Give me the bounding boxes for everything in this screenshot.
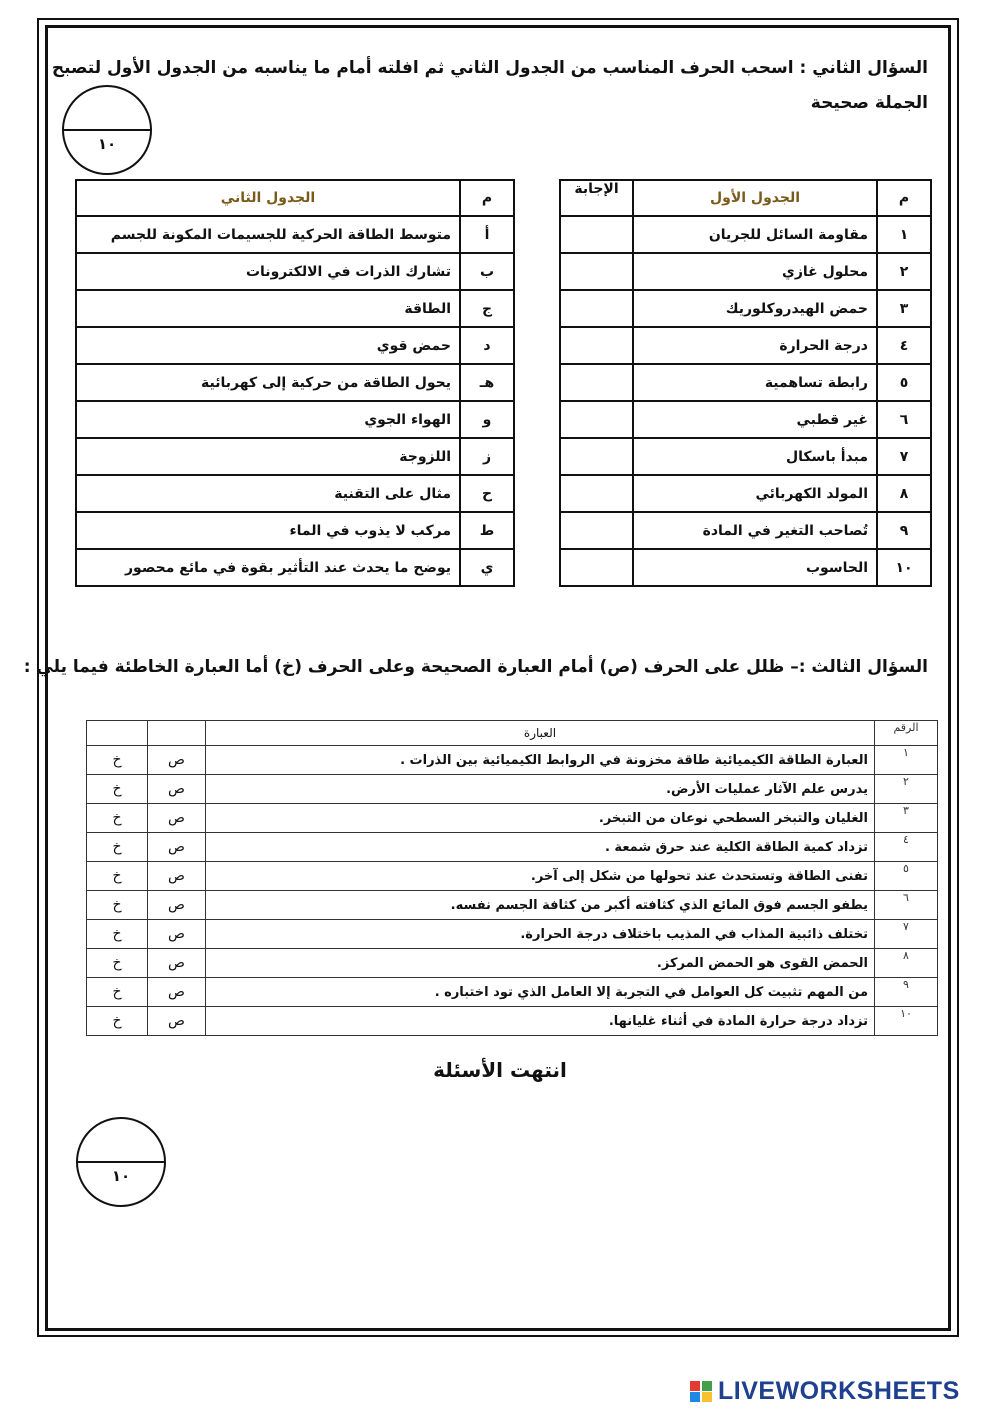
row-term: محلول غازي [633,253,877,290]
true-option[interactable]: ص [148,775,206,804]
answer-drop-slot[interactable] [560,290,633,327]
q2-instruction: السؤال الثاني : اسحب الحرف المناسب من الجدول الثاني ثم افلته أمام ما يناسبه من الجدول الأول لتصبح [51,58,928,78]
statement-row [87,833,938,862]
row-letter[interactable]: ز [460,438,514,475]
answer-drop-slot[interactable] [560,438,633,475]
row-term: الحاسوب [633,549,877,586]
row-letter[interactable]: ح [460,475,514,512]
liveworksheets-logo [690,1377,960,1406]
row-number: ٨ [877,475,931,512]
table2-row [76,475,514,512]
row-definition: يوضح ما يحدث عند التأثير بقوة في مائع محصور [76,549,460,586]
table2-row [76,549,514,586]
table2-row [76,512,514,549]
row-term: حمض الهيدروكلوريك [633,290,877,327]
statement-text: الحمض القوى هو الحمض المركز. [206,949,875,978]
false-option[interactable]: خ [87,833,148,862]
row-term: تُصاحب التغير في المادة [633,512,877,549]
true-option[interactable]: ص [148,746,206,775]
row-letter[interactable]: أ [460,216,514,253]
row-letter[interactable]: د [460,327,514,364]
table1-row [560,327,931,364]
row-term: مقاومة السائل للجريان [633,216,877,253]
row-definition: يحول الطاقة من حركية إلى كهربائية [76,364,460,401]
answer-drop-slot[interactable] [560,401,633,438]
row-number: ١ [877,216,931,253]
row-term: المولد الكهربائي [633,475,877,512]
row-term: رابطة تساهمية [633,364,877,401]
answer-drop-slot[interactable] [560,512,633,549]
true-option[interactable]: ص [148,833,206,862]
score-circle-q2 [62,85,152,175]
row-number: ٤ [877,327,931,364]
row-number: ١٠ [877,549,931,586]
false-option[interactable]: خ [87,862,148,891]
table2-row [76,438,514,475]
row-definition: اللزوجة [76,438,460,475]
row-definition: حمض قوي [76,327,460,364]
statement-row [87,775,938,804]
row-definition: متوسط الطاقة الحركية للجسيمات المكونة للجسم [76,216,460,253]
statement-row [87,978,938,1007]
row-number: ٣ [877,290,931,327]
table1-row [560,438,931,475]
table2-row [76,327,514,364]
table1-row [560,364,931,401]
answer-drop-slot[interactable] [560,364,633,401]
false-option[interactable]: خ [87,949,148,978]
table-true-false [86,720,938,1036]
statement-text: تفنى الطاقة وتستحدث عند تحولها من شكل إلى آخر. [206,862,875,891]
row-definition: تشارك الذرات في الالكترونات [76,253,460,290]
statement-row [87,862,938,891]
row-letter[interactable]: ب [460,253,514,290]
statement-text: الغليان والتبخر السطحي نوعان من التبخر. [206,804,875,833]
t3-header-statement: العبارة [206,721,875,746]
statement-number: ١٠ [875,1007,938,1036]
row-definition: مثال على التقنية [76,475,460,512]
row-number: ٥ [877,364,931,401]
row-number: ٩ [877,512,931,549]
statement-text: يدرس علم الآثار عمليات الأرض. [206,775,875,804]
row-letter[interactable]: هـ [460,364,514,401]
false-option[interactable]: خ [87,891,148,920]
table1-row [560,401,931,438]
answer-drop-slot[interactable] [560,253,633,290]
statement-text: تزداد كمية الطاقة الكلية عند حرق شمعة . [206,833,875,862]
statement-row [87,746,938,775]
false-option[interactable]: خ [87,920,148,949]
statement-number: ٤ [875,833,938,862]
statement-row [87,949,938,978]
row-number: ٦ [877,401,931,438]
row-number: ٢ [877,253,931,290]
score-mark: ١٠ [97,135,117,153]
statement-number: ٦ [875,891,938,920]
table1-header-num: م [877,180,931,216]
answer-drop-slot[interactable] [560,327,633,364]
table2-row [76,253,514,290]
row-definition: الهواء الجوي [76,401,460,438]
statement-number: ٥ [875,862,938,891]
true-option[interactable]: ص [148,862,206,891]
true-option[interactable]: ص [148,891,206,920]
logo-icon [690,1381,712,1403]
statement-number: ٩ [875,978,938,1007]
statement-number: ٨ [875,949,938,978]
table1-row [560,216,931,253]
row-term: درجة الحرارة [633,327,877,364]
table1-row [560,290,931,327]
true-option[interactable]: ص [148,804,206,833]
t3-header-num: الرقم [875,721,938,746]
table2-row [76,290,514,327]
statement-text: تزداد درجة حرارة المادة في أثناء غليانها. [206,1007,875,1036]
q3-instruction: السؤال الثالث :– ظلل على الحرف (ص) أمام العبارة الصحيحة وعلى الحرف (خ) أما العبارة الخاطئة فيما يلي : [23,657,928,677]
statement-row [87,1007,938,1036]
statement-number: ١ [875,746,938,775]
row-definition: مركب لا يذوب في الماء [76,512,460,549]
table2-row [76,216,514,253]
table2-row [76,401,514,438]
statement-row [87,804,938,833]
table1-header-title: الجدول الأول [633,180,877,216]
row-letter[interactable]: ج [460,290,514,327]
end-of-questions: انتهت الأسئلة [433,1058,567,1082]
answer-drop-slot[interactable] [560,475,633,512]
false-option[interactable]: خ [87,775,148,804]
statement-number: ٣ [875,804,938,833]
table-second [75,179,515,587]
false-option[interactable]: خ [87,804,148,833]
table1-row [560,475,931,512]
logo-text: LIVEWORKSHEETS [718,1377,960,1405]
statement-text: من المهم تثبيت كل العوامل في التجربة إلا العامل الذي تود اختباره . [206,978,875,1007]
table1-header-answer: الإجابة [560,180,633,216]
statement-text: تختلف ذائبية المذاب في المذيب باختلاف درجة الحرارة. [206,920,875,949]
false-option[interactable]: خ [87,1007,148,1036]
table2-header-num: م [460,180,514,216]
table2-row [76,364,514,401]
row-term: غير قطبي [633,401,877,438]
statement-text: العبارة الطاقة الكيميائية طاقة مخزونة في الروابط الكيميائية بين الذرات . [206,746,875,775]
statement-row [87,920,938,949]
true-option[interactable]: ص [148,978,206,1007]
false-option[interactable]: خ [87,746,148,775]
table-first [559,179,932,587]
row-letter[interactable]: ط [460,512,514,549]
false-option[interactable]: خ [87,978,148,1007]
answer-drop-slot[interactable] [560,216,633,253]
table1-row [560,549,931,586]
statement-text: يطفو الجسم فوق المائع الذي كثافته أكبر من كثافة الجسم نفسه. [206,891,875,920]
answer-drop-slot[interactable] [560,549,633,586]
row-term: مبدأ باسكال [633,438,877,475]
score-circle-q3 [76,1117,166,1207]
statement-number: ٢ [875,775,938,804]
statement-number: ٧ [875,920,938,949]
true-option[interactable]: ص [148,949,206,978]
true-option[interactable]: ص [148,1007,206,1036]
row-number: ٧ [877,438,931,475]
row-letter[interactable]: و [460,401,514,438]
table2-header-title: الجدول الثاني [76,180,460,216]
statement-row [87,891,938,920]
row-definition: الطاقة [76,290,460,327]
table1-row [560,512,931,549]
row-letter[interactable]: ي [460,549,514,586]
true-option[interactable]: ص [148,920,206,949]
q2-instruction-cont: الجملة صحيحة [810,93,928,113]
table1-row [560,253,931,290]
score-mark: ١٠ [111,1167,131,1185]
